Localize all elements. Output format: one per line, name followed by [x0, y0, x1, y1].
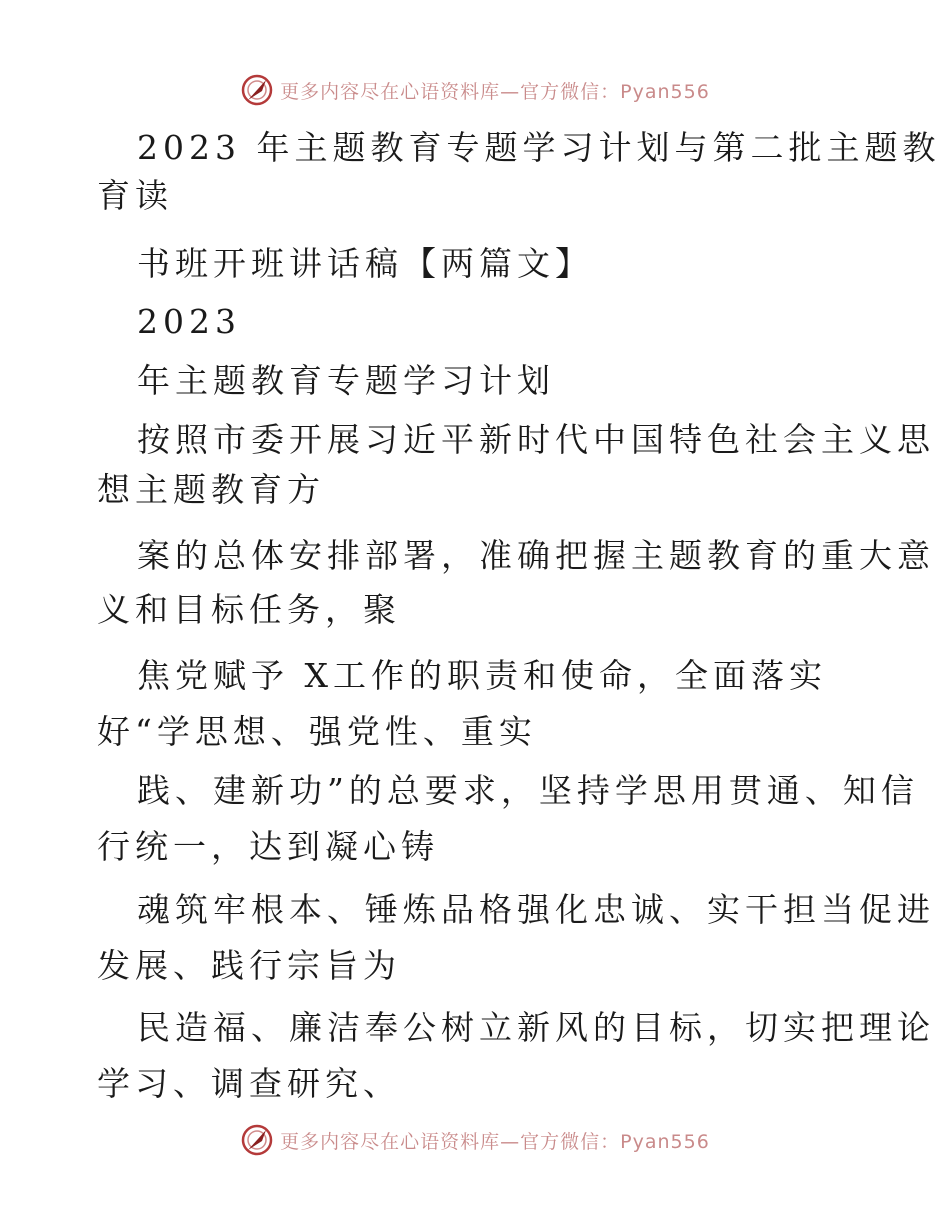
header-watermark — [0, 70, 950, 110]
text-line: 魂筑牢根本、锤炼品格强化忠诚、实干担当促进 — [137, 890, 935, 929]
text-line: 践、建新功”的总要求，坚持学思用贯通、知信 — [137, 771, 919, 810]
text-line: 2023 — [137, 302, 241, 341]
feather-seal-icon — [240, 1123, 274, 1157]
text-line: 想主题教育方 — [97, 470, 325, 509]
watermark-text: 更多内容尽在心语资料库—官方微信：Pyan556 — [280, 1130, 710, 1153]
text-line: 好“学思想、强党性、重实 — [97, 712, 537, 751]
text-line: 民造福、廉洁奉公树立新风的目标，切实把理论 — [137, 1008, 935, 1047]
text-line: 行统一，达到凝心铸 — [97, 827, 439, 866]
text-line: 育读 — [97, 176, 173, 215]
watermark-text: 更多内容尽在心语资料库—官方微信：Pyan556 — [280, 80, 710, 103]
text-line: 义和目标任务，聚 — [97, 590, 401, 629]
text-line: 书班开班讲话稿【两篇文】 — [137, 244, 593, 283]
text-line: 2023 年主题教育专题学习计划与第二批主题教 — [137, 128, 941, 167]
feather-seal-icon — [240, 73, 274, 107]
text-line: 按照市委开展习近平新时代中国特色社会主义思 — [137, 420, 935, 459]
text-line: 案的总体安排部署，准确把握主题教育的重大意 — [137, 536, 935, 575]
text-line: 年主题教育专题学习计划 — [137, 361, 555, 400]
footer-watermark — [0, 1120, 950, 1160]
text-line: 焦党赋予 X工作的职责和使命，全面落实 — [137, 656, 827, 695]
text-line: 学习、调查研究、 — [97, 1064, 401, 1103]
text-line: 发展、践行宗旨为 — [97, 946, 401, 985]
